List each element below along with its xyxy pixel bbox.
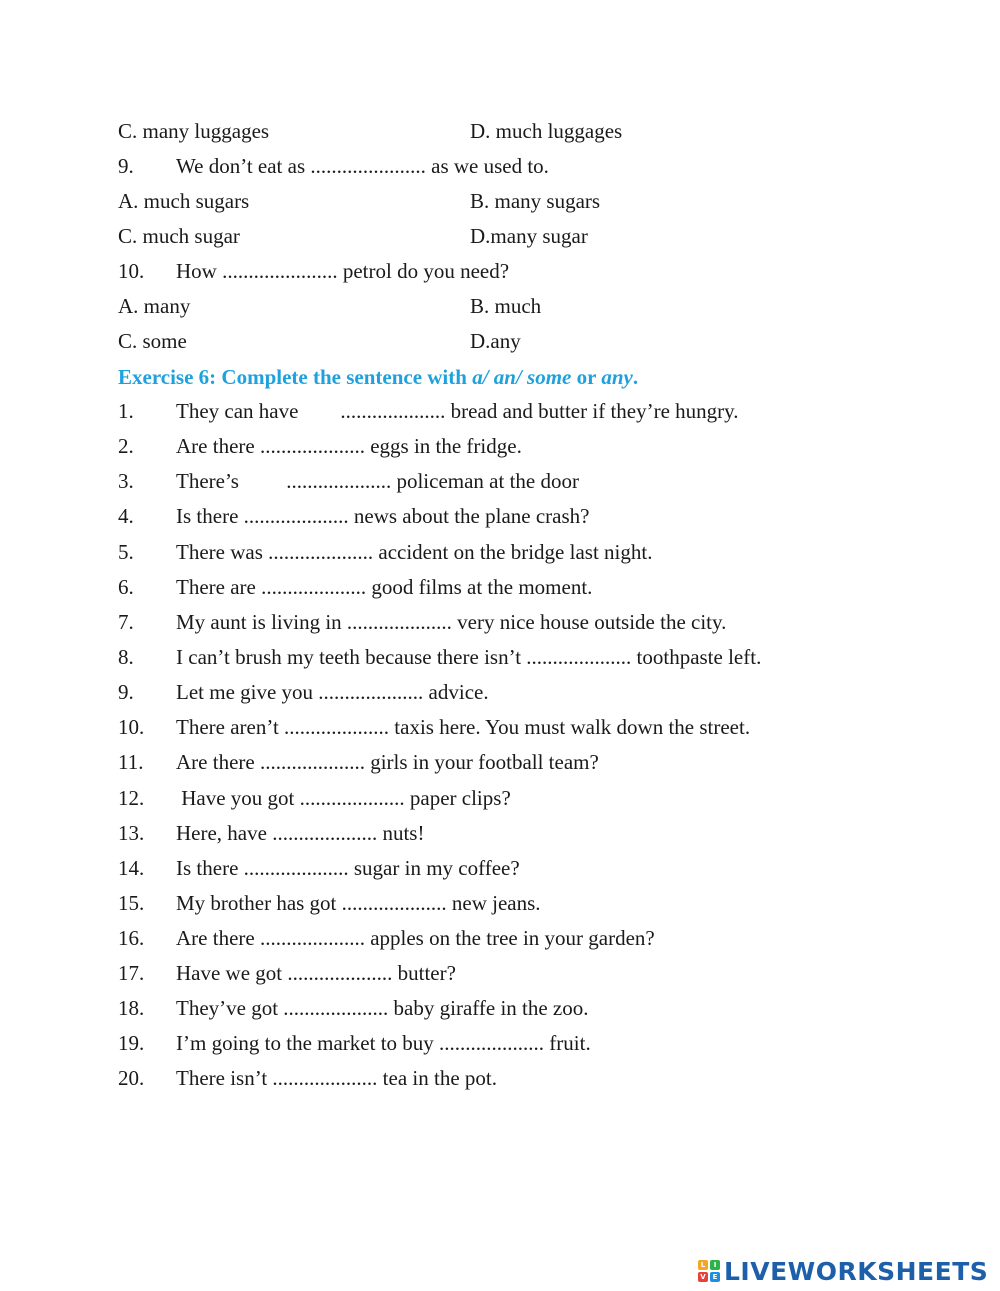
exercise-item: [118, 960, 456, 986]
item-number: 13.: [118, 821, 145, 845]
exercise-item: [118, 398, 739, 424]
q10-option-c: C. some: [118, 329, 187, 353]
question-text: We don’t eat as ...................... as we used to.: [176, 154, 549, 178]
item-text[interactable]: Are there .................... girls in your football team?: [176, 750, 599, 774]
exercise-item: [118, 785, 511, 811]
exercise-item: [118, 1065, 497, 1091]
exercise-item: [118, 539, 652, 565]
item-text[interactable]: Have we got .................... butter?: [176, 961, 456, 985]
exercise-item: [118, 433, 522, 459]
item-number: 12.: [118, 786, 145, 810]
exercise-item: [118, 1030, 591, 1056]
exercise-item: [118, 995, 589, 1021]
heading-italic-a-an-some: a/ an/ some: [472, 365, 572, 389]
exercise-item: [118, 609, 726, 635]
item-number: 10.: [118, 715, 145, 739]
q10-option-d: D.any: [470, 329, 521, 353]
item-number: 1.: [118, 399, 134, 423]
item-text[interactable]: Is there .................... sugar in my coffee?: [176, 856, 520, 880]
item-number: 8.: [118, 645, 134, 669]
logo-tile: L: [698, 1260, 708, 1270]
q9-option-d: D.many sugar: [470, 224, 588, 248]
q8-option-c: C. many luggages: [118, 119, 270, 143]
item-text[interactable]: Are there .................... eggs in the fridge.: [176, 434, 522, 458]
exercise-item: [118, 644, 761, 670]
item-number: 11.: [118, 750, 144, 774]
question-number: 10.: [118, 259, 145, 283]
exercise-item: [118, 574, 592, 600]
item-number: 5.: [118, 540, 134, 564]
item-number: 20.: [118, 1066, 145, 1090]
item-number: 4.: [118, 504, 134, 528]
exercise-item: [118, 820, 424, 846]
question-9: [118, 153, 549, 179]
item-number: 18.: [118, 996, 145, 1020]
item-number: 3.: [118, 469, 134, 493]
q10-option-a: A. many: [118, 294, 191, 318]
exercise-item: [118, 749, 599, 775]
item-text[interactable]: I can’t brush my teeth because there isn’t .................... toothpaste left.: [176, 645, 762, 669]
logo-tile: E: [710, 1272, 720, 1282]
heading-period: .: [632, 365, 639, 389]
item-text[interactable]: Are there .................... apples on the tree in your garden?: [176, 926, 655, 950]
item-text[interactable]: My aunt is living in .................... very nice house outside the city.: [176, 610, 727, 634]
heading-italic-any: any: [601, 365, 633, 389]
q9-option-c: C. much sugar: [118, 224, 240, 248]
logo-grid-icon: [698, 1260, 720, 1282]
q9-option-b: B. many sugars: [470, 189, 601, 213]
item-text[interactable]: Here, have .................... nuts!: [176, 821, 425, 845]
logo-tile: I: [710, 1260, 720, 1270]
item-text[interactable]: There isn’t .................... tea in the pot.: [176, 1066, 497, 1090]
item-number: 2.: [118, 434, 134, 458]
item-text[interactable]: Have you got .................... paper clips?: [176, 786, 511, 810]
question-10: [118, 258, 509, 284]
q8-option-d: D. much luggages: [470, 119, 623, 143]
exercise-item: [118, 925, 655, 951]
item-text[interactable]: There’s .................... policeman at the door: [176, 469, 579, 493]
exercise-item: [118, 855, 520, 881]
item-number: 7.: [118, 610, 134, 634]
item-text[interactable]: There are .................... good films at the moment.: [176, 575, 593, 599]
item-text[interactable]: My brother has got .................... new jeans.: [176, 891, 541, 915]
q10-option-b: B. much: [470, 294, 542, 318]
item-text[interactable]: There was .................... accident on the bridge last night.: [176, 540, 653, 564]
liveworksheets-logo: [698, 1258, 988, 1284]
exercise-6-heading: [118, 364, 638, 390]
heading-or: or: [571, 365, 602, 389]
item-text[interactable]: There aren’t .................... taxis here. You must walk down the street.: [176, 715, 751, 739]
item-text[interactable]: They can have .................... bread and butter if they’re hungry.: [176, 399, 739, 423]
item-number: 16.: [118, 926, 145, 950]
question-number: 9.: [118, 154, 134, 178]
heading-text: Exercise 6: Complete the sentence with: [118, 365, 473, 389]
item-text[interactable]: Is there .................... news about the plane crash?: [176, 504, 590, 528]
item-number: 14.: [118, 856, 145, 880]
item-number: 6.: [118, 575, 134, 599]
question-text: How ...................... petrol do you need?: [176, 259, 510, 283]
q9-option-a: A. much sugars: [118, 189, 250, 213]
exercise-item: [118, 714, 750, 740]
item-number: 17.: [118, 961, 145, 985]
logo-text: LIVEWORKSHEETS: [724, 1256, 989, 1286]
item-text[interactable]: Let me give you .................... advice.: [176, 680, 489, 704]
logo-tile: V: [698, 1272, 708, 1282]
item-text[interactable]: They’ve got .................... baby giraffe in the zoo.: [176, 996, 589, 1020]
item-number: 9.: [118, 680, 134, 704]
exercise-item: [118, 679, 489, 705]
exercise-item: [118, 890, 541, 916]
item-number: 15.: [118, 891, 145, 915]
item-text[interactable]: I’m going to the market to buy .................... fruit.: [176, 1031, 591, 1055]
item-number: 19.: [118, 1031, 145, 1055]
exercise-item: [118, 503, 589, 529]
exercise-item: [118, 468, 579, 494]
